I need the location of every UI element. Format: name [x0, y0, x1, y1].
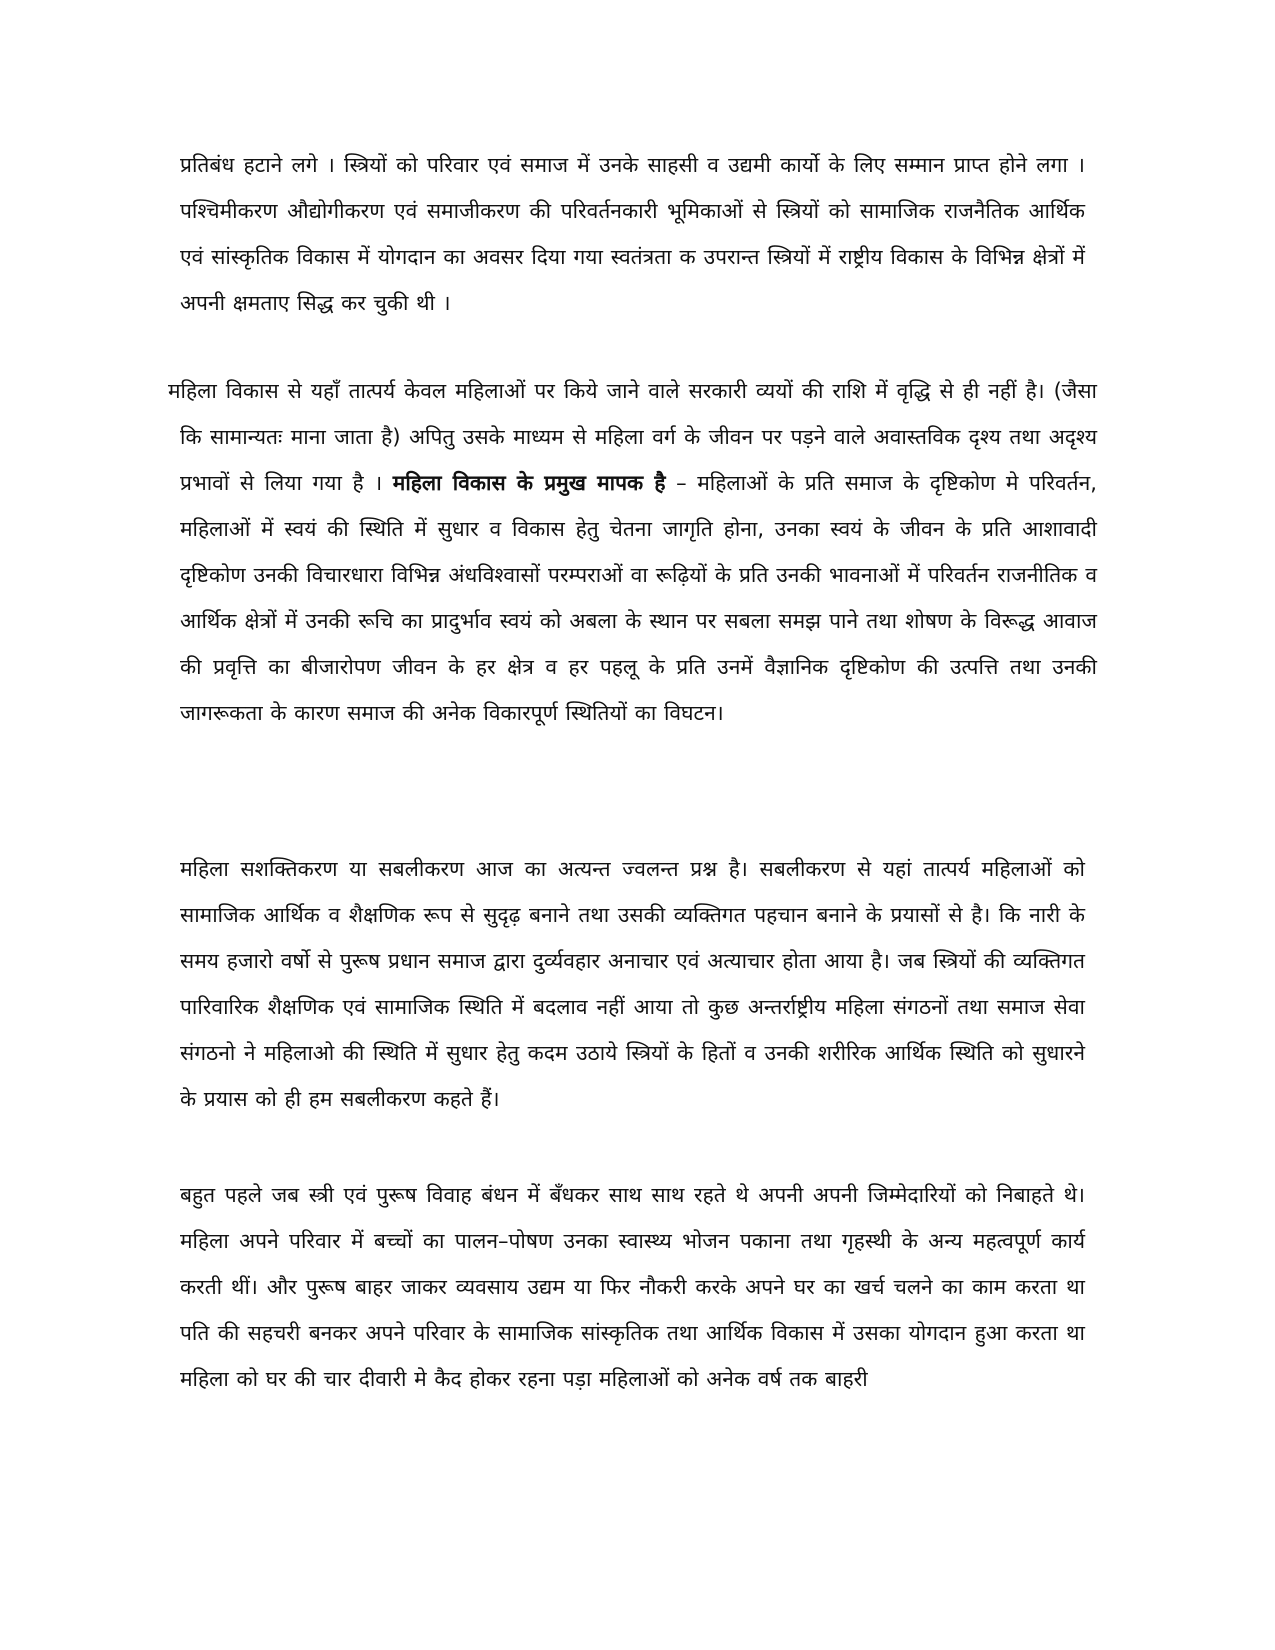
paragraph-text-after-bold: – महिलाओं के प्रति समाज के दृष्टिकोण मे परिवर्तन, महिलाओं में स्वयं की स्थिति में सुधार व विकास हेतु चेतना जागृति होना, उनका स्वयं के जीवन के प्रति आशावादी दृष्टिकोण उनकी विचारधारा विभिन्न अंधविश्वासों परम्पराओं वा रूढ़ियों के प्रति उनकी भावनाओं में परिवर्तन राजनीतिक व आर्थिक क्षेत्रों में उनकी रूचि का प्रादुर्भाव स्वयं को अबला के स्थान पर सबला समझ पाने तथा शोषण के विरूद्ध आवाज की प्रवृत्ति का बीजारोपण जीवन के हर क्षेत्र व हर पहलू के प्रति उनमें वैज्ञानिक दृष्टिकोण की उत्पत्ति तथा उनकी जागरूकता के कारण समाज की अनेक विकारपूर्ण स्थितियों का विघटन। — [180, 471, 1097, 725]
paragraph-women-development — [168, 368, 1097, 736]
bold-heading-development-indicators: महिला विकास के प्रमुख मापक है — [392, 471, 666, 495]
paragraph-text-before-bold: महिला विकास से यहाँ तात्पर्य केवल महिलाओं पर किये जाने वाले सरकारी व्ययों की राशि में वृद्धि से ही नहीं है। (जैसा कि सामान्यतः माना जाता है) अपितु उसके माध्यम से महिला वर्ग के जीवन पर पड़ने वाले अवास्तविक दृश्य तथा अदृश्य प्रभावों से लिया गया है । — [168, 379, 1097, 495]
paragraph-women-empowerment: महिला सशक्तिकरण या सबलीकरण आज का अत्यन्त ज्वलन्त प्रश्न है। सबलीकरण से यहां तात्पर्य महिलाओं को सामाजिक आर्थिक व शैक्षणिक रूप से सुदृढ़ बनाने तथा उसकी व्यक्तिगत पहचान बनाने के प्रयासों से है। कि नारी के समय हजारो वर्षो से पुरूष प्रधान समाज द्वारा दुर्व्यवहार अनाचार एवं अत्याचार होता आया है। जब स्त्रियों की व्यक्तिगत पारिवारिक शैक्षणिक एवं सामाजिक स्थिति में बदलाव नहीं आया तो कुछ अन्तर्राष्ट्रीय महिला संगठनों तथा समाज सेवा संगठनो ने महिलाओ की स्थिति में सुधार हेतु कदम उठाये स्त्रियों के हितों व उनकी शरीरिक आर्थिक स्थिति को सुधारने के प्रयास को ही हम सबलीकरण कहते हैं। — [180, 857, 1085, 1111]
paragraph-traditional-roles: बहुत पहले जब स्त्री एवं पुरूष विवाह बंधन में बँधकर साथ साथ रहते थे अपनी अपनी जिम्मेदारियों को निबाहते थे। महिला अपने परिवार में बच्चों का पालन–पोषण उनका स्वास्थ्य भोजन पकाना तथा गृहस्थी के अन्य महत्वपूर्ण कार्य करती थीं। और पुरूष बाहर जाकर व्यवसाय उद्यम या फिर नौकरी करके अपने घर का खर्च चलने का काम करता था पति की सहचरी बनकर अपने परिवार के सामाजिक सांस्कृतिक तथा आर्थिक विकास में उसका योगदान हुआ करता था महिला को घर की चार दीवारी मे कैद होकर रहना पड़ा महिलाओं को अनेक वर्ष तक बाहरी — [180, 1183, 1085, 1391]
paragraph-women-recognition: प्रतिबंध हटाने लगे । स्त्रियों को परिवार एवं समाज में उनके साहसी व उद्यमी कार्यो के लिए सम्मान प्राप्त होने लगा । पश्चिमीकरण औद्योगीकरण एवं समाजीकरण की परिवर्तनकारी भूमिकाओं से स्त्रियों को सामाजिक राजनैतिक आर्थिक एवं सांस्कृतिक विकास में योगदान का अवसर दिया गया स्वतंत्रता क उपरान्त स्त्रियों में राष्ट्रीय विकास के विभिन्न क्षेत्रों में अपनी क्षमताए सिद्ध कर चुकी थी । — [180, 153, 1085, 315]
